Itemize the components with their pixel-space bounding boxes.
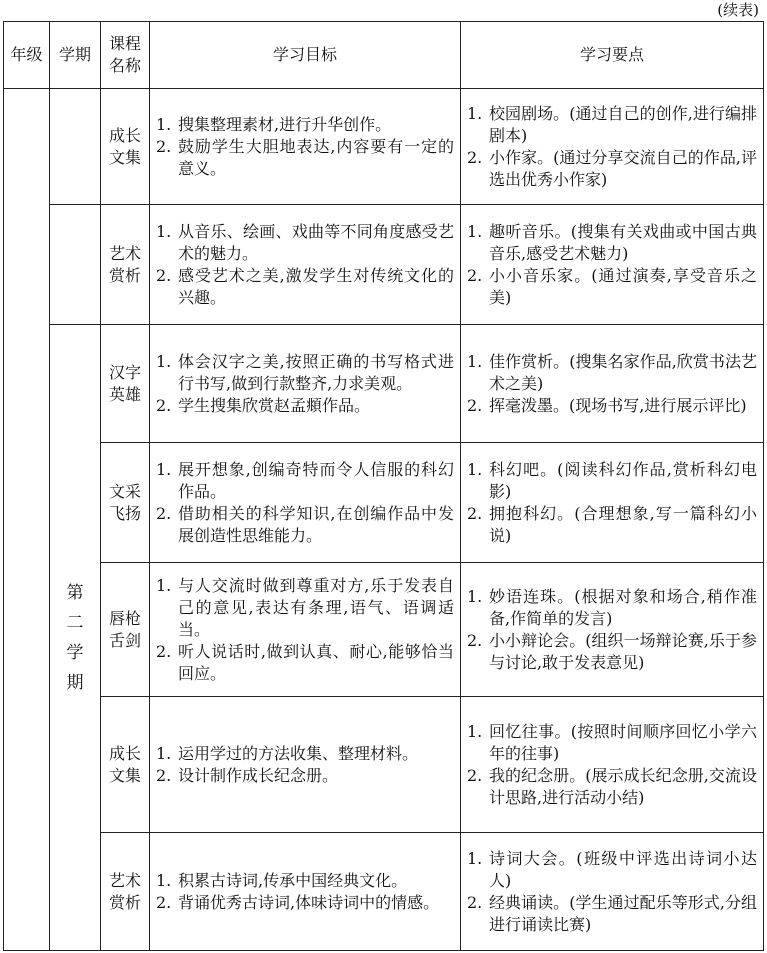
goal-item bbox=[156, 221, 454, 265]
table-row bbox=[4, 205, 764, 325]
course-name-line: 汉字 bbox=[108, 362, 141, 382]
goal-cell bbox=[150, 325, 461, 443]
term-cell-blank bbox=[50, 205, 101, 325]
point-item-number: 1. bbox=[467, 848, 483, 868]
course-name-line: 英雄 bbox=[108, 384, 141, 404]
header-row bbox=[4, 22, 764, 89]
goal-item-text: 体会汉字之美,按照正确的书写格式进行书写,做到行款整齐,力求美观。 bbox=[178, 351, 454, 393]
point-item bbox=[467, 221, 757, 265]
point-item bbox=[467, 103, 757, 147]
goal-item bbox=[156, 765, 454, 787]
goal-item-text: 背诵优秀古诗词,体味诗词中的情感。 bbox=[178, 892, 440, 912]
point-item bbox=[467, 721, 757, 765]
goal-item-number: 2. bbox=[156, 136, 172, 156]
grade-cell bbox=[4, 89, 50, 951]
goal-item-number: 1. bbox=[156, 114, 172, 134]
goal-item bbox=[156, 892, 454, 914]
point-item-text: 佳作赏析。(搜集名家作品,欣赏书法艺术之美) bbox=[489, 351, 757, 393]
point-item-number: 2. bbox=[467, 892, 483, 912]
point-item-text: 校园剧场。(通过自己的创作,进行编排剧本) bbox=[489, 103, 757, 145]
point-item bbox=[467, 265, 757, 309]
point-item-text: 妙语连珠。(根据对象和场合,稍作准备,作简单的发言) bbox=[489, 586, 757, 628]
point-item-number: 1. bbox=[467, 221, 483, 241]
goal-item-number: 2. bbox=[156, 395, 172, 415]
point-item-number: 1. bbox=[467, 721, 483, 741]
goal-item-number: 2. bbox=[156, 641, 172, 661]
goal-item-text: 运用学过的方法收集、整理材料。 bbox=[178, 743, 419, 763]
point-item-text: 诗词大会。(班级中评选出诗词小达人) bbox=[489, 848, 757, 890]
point-item bbox=[467, 765, 757, 809]
goal-item-text: 借助相关的科学知识,在创编作品中发展创造性思维能力。 bbox=[178, 503, 454, 545]
point-item-text: 我的纪念册。(展示成长纪念册,交流设计思路,进行活动小结) bbox=[489, 765, 757, 807]
course-name-line: 舌剑 bbox=[108, 630, 141, 650]
goal-item-text: 积累古诗词,传承中国经典文化。 bbox=[178, 870, 408, 890]
course-name bbox=[101, 325, 150, 443]
course-name-line: 艺术 bbox=[108, 870, 141, 890]
header-course-line1: 课程 bbox=[108, 34, 141, 53]
course-name-line: 文集 bbox=[108, 147, 141, 167]
point-item-text: 经典诵读。(学生通过配乐等形式,分组进行诵读比赛) bbox=[489, 892, 757, 934]
goal-item-number: 1. bbox=[156, 575, 172, 595]
goal-item-text: 从音乐、绘画、戏曲等不同角度感受艺术的魅力。 bbox=[178, 221, 454, 263]
goal-item-number: 1. bbox=[156, 743, 172, 763]
point-item-number: 2. bbox=[467, 395, 483, 415]
goal-item-number: 1. bbox=[156, 459, 172, 479]
goal-item bbox=[156, 575, 454, 641]
course-name bbox=[101, 563, 150, 697]
point-item-text: 趣听音乐。(搜集有关戏曲或中国古典音乐,感受艺术魅力) bbox=[489, 221, 757, 263]
point-cell bbox=[461, 89, 764, 205]
goal-item bbox=[156, 870, 454, 892]
goal-cell bbox=[150, 563, 461, 697]
point-item-text: 拥抱科幻。(合理想象,写一篇科幻小说) bbox=[489, 503, 757, 545]
point-item bbox=[467, 395, 757, 417]
course-name-line: 文集 bbox=[108, 765, 141, 785]
course-name bbox=[101, 205, 150, 325]
point-cell bbox=[461, 697, 764, 833]
goal-item bbox=[156, 395, 454, 417]
header-points: 学习要点 bbox=[461, 22, 764, 89]
course-name-line: 文采 bbox=[108, 481, 141, 501]
course-name-line: 成长 bbox=[108, 125, 141, 145]
goal-cell bbox=[150, 697, 461, 833]
goal-item-number: 2. bbox=[156, 503, 172, 523]
course-name bbox=[101, 697, 150, 833]
point-cell bbox=[461, 205, 764, 325]
point-item-number: 2. bbox=[467, 265, 483, 285]
point-cell bbox=[461, 833, 764, 951]
goal-item bbox=[156, 743, 454, 765]
point-item-text: 小小辩论会。(组织一场辩论赛,乐于参与讨论,敢于发表意见) bbox=[489, 630, 757, 672]
point-item bbox=[467, 892, 757, 936]
goal-item bbox=[156, 265, 454, 309]
goal-item-text: 学生搜集欣赏赵孟頫作品。 bbox=[178, 395, 371, 415]
goal-item bbox=[156, 503, 454, 547]
goal-item bbox=[156, 136, 454, 180]
curriculum-table bbox=[3, 21, 764, 951]
point-item-number: 1. bbox=[467, 103, 483, 123]
point-cell bbox=[461, 325, 764, 443]
goal-item bbox=[156, 114, 454, 136]
goal-item-text: 感受艺术之美,激发学生对传统文化的兴趣。 bbox=[178, 265, 454, 307]
table-row bbox=[4, 697, 764, 833]
point-item-text: 小小音乐家。(通过演奏,享受音乐之美) bbox=[489, 265, 757, 307]
course-name-line: 赏析 bbox=[108, 265, 141, 285]
point-item-text: 回忆往事。(按照时间顺序回忆小学六年的往事) bbox=[489, 721, 757, 763]
goal-item bbox=[156, 459, 454, 503]
goal-item-text: 鼓励学生大胆地表达,内容要有一定的意义。 bbox=[178, 136, 454, 178]
term-char: 期 bbox=[66, 672, 84, 693]
header-goals: 学习目标 bbox=[150, 22, 461, 89]
goal-item-number: 2. bbox=[156, 265, 172, 285]
point-item-text: 科幻吧。(阅读科幻作品,赏析科幻电影) bbox=[489, 459, 757, 501]
point-item-number: 2. bbox=[467, 630, 483, 650]
goal-item bbox=[156, 641, 454, 685]
table-row bbox=[4, 563, 764, 697]
goal-item-number: 1. bbox=[156, 870, 172, 890]
point-item bbox=[467, 351, 757, 395]
goal-item-text: 设计制作成长纪念册。 bbox=[178, 765, 339, 785]
goal-cell bbox=[150, 205, 461, 325]
point-item-number: 2. bbox=[467, 503, 483, 523]
term-cell bbox=[50, 325, 101, 951]
header-grade: 年级 bbox=[4, 22, 50, 89]
goal-item-text: 与人交流时做到尊重对方,乐于发表自己的意见,表达有条理,语气、语调适当。 bbox=[178, 575, 454, 639]
point-item-number: 2. bbox=[467, 147, 483, 167]
course-name-line: 飞扬 bbox=[108, 503, 141, 523]
header-course bbox=[101, 22, 150, 89]
course-name bbox=[101, 443, 150, 563]
point-item bbox=[467, 147, 757, 191]
table-row bbox=[4, 325, 764, 443]
goal-item-number: 2. bbox=[156, 765, 172, 785]
course-name-line: 艺术 bbox=[108, 243, 141, 263]
goal-item-text: 展开想象,创编奇特而令人信服的科幻作品。 bbox=[178, 459, 454, 501]
table-row bbox=[4, 89, 764, 205]
goal-cell bbox=[150, 443, 461, 563]
point-item bbox=[467, 630, 757, 674]
goal-item-number: 2. bbox=[156, 892, 172, 912]
point-item bbox=[467, 503, 757, 547]
term-char: 学 bbox=[66, 642, 84, 663]
term-cell-blank bbox=[50, 89, 101, 205]
point-cell bbox=[461, 563, 764, 697]
point-item bbox=[467, 459, 757, 503]
table-row bbox=[4, 833, 764, 951]
term-char: 二 bbox=[66, 612, 84, 633]
course-name-line: 赏析 bbox=[108, 892, 141, 912]
goal-item-number: 1. bbox=[156, 221, 172, 241]
point-item bbox=[467, 586, 757, 630]
point-item-number: 1. bbox=[467, 351, 483, 371]
continued-label: (续表) bbox=[717, 1, 759, 19]
goal-cell bbox=[150, 833, 461, 951]
table-row bbox=[4, 443, 764, 563]
goal-cell bbox=[150, 89, 461, 205]
point-item-number: 2. bbox=[467, 765, 483, 785]
course-name bbox=[101, 833, 150, 951]
goal-item-text: 听人说话时,做到认真、耐心,能够恰当回应。 bbox=[178, 641, 454, 683]
goal-item-number: 1. bbox=[156, 351, 172, 371]
header-term: 学期 bbox=[50, 22, 101, 89]
header-course-line2: 名称 bbox=[108, 56, 141, 75]
point-item-text: 挥毫泼墨。(现场书写,进行展示评比) bbox=[489, 395, 747, 415]
point-item-number: 1. bbox=[467, 459, 483, 479]
point-item-number: 1. bbox=[467, 586, 483, 606]
point-item-text: 小作家。(通过分享交流自己的作品,评选出优秀小作家) bbox=[489, 147, 757, 189]
goal-item-text: 搜集整理素材,进行升华创作。 bbox=[178, 114, 392, 134]
term-char: 第 bbox=[66, 582, 84, 603]
course-name-line: 唇枪 bbox=[108, 608, 141, 628]
point-item bbox=[467, 848, 757, 892]
point-cell bbox=[461, 443, 764, 563]
goal-item bbox=[156, 351, 454, 395]
course-name bbox=[101, 89, 150, 205]
course-name-line: 成长 bbox=[108, 743, 141, 763]
